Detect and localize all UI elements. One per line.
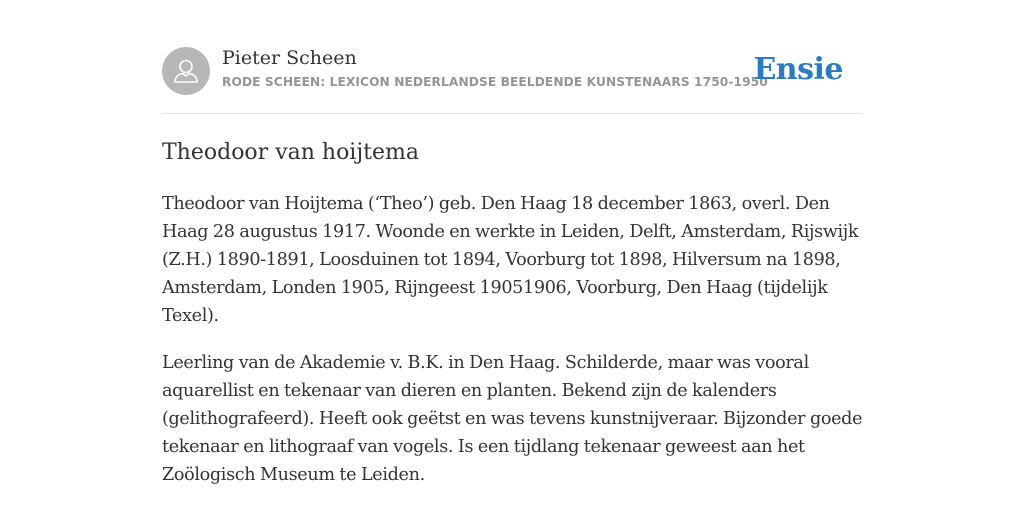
header-divider [162,113,862,114]
brand-logo[interactable]: Ensie [753,52,843,87]
article-title: Theodoor van hoijtema [162,140,420,165]
author-avatar[interactable] [162,47,210,95]
article-header [162,46,862,96]
author-name[interactable]: Pieter Scheen [222,47,357,69]
source-title[interactable]: RODE SCHEEN: LEXICON NEDERLANDSE BEELDENDE KUNSTENAARS 1750-1950 [222,75,768,89]
paragraph: Leerling van de Akademie v. B.K. in Den Haag. Schilderde, maar was vooral aquarellist en tekenaar van dieren en planten. Bekend zijn de kalenders (gelithografeerd). Heeft ook geëtst en was tevens kunstnijveraar. Bijzonder goede tekenaar en lithograaf van vogels. Is een tijdlang tekenaar geweest aan het Zoölogisch Museum te Leiden. [162,353,863,485]
paragraph: Theodoor van Hoijtema (‘Theo’) geb. Den Haag 18 december 1863, overl. Den Haag 28 augustus 1917. Woonde en werkte in Leiden, Delft, Amsterdam, Rijswijk (Z.H.) 1890-1891, Loosduinen tot 1894, Voorburg tot 1898, Hilversum na 1898, Amsterdam, Londen 1905, Rijngeest 19051906, Voorburg, Den Haag (tijdelijk Texel). [162,194,859,326]
user-icon [162,47,210,95]
article-body [162,190,864,508]
